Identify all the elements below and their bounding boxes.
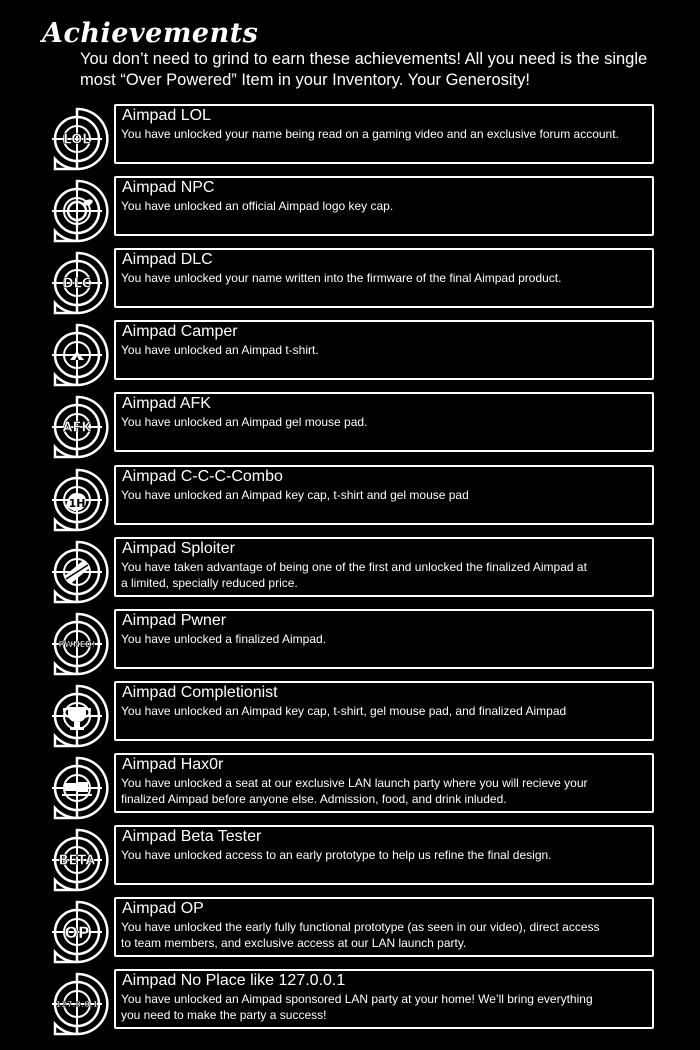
achievement-row <box>0 685 700 751</box>
achievement-title: Aimpad LOL <box>122 107 211 124</box>
achievement-title: Aimpad Completionist <box>122 684 278 701</box>
achievement-row <box>0 613 700 679</box>
lol-icon <box>44 106 110 172</box>
achievement-row <box>0 469 700 535</box>
achievement-box <box>114 681 654 741</box>
achievement-row <box>0 901 700 967</box>
badge-text: BETA <box>58 853 96 869</box>
achievement-description: You have unlocked your name written into the firmware of the final Aimpad product. <box>121 271 562 285</box>
combo-icon <box>44 467 110 533</box>
achievement-box <box>114 609 654 669</box>
achievement-row <box>0 252 700 318</box>
achievement-box <box>114 104 654 164</box>
achievement-row <box>0 324 700 390</box>
npc-icon <box>44 178 110 244</box>
achievement-box <box>114 537 654 597</box>
achievement-title: Aimpad No Place like 127.0.0.1 <box>122 972 346 989</box>
achievement-title: Aimpad Sploiter <box>122 540 235 557</box>
achievement-box <box>114 465 654 525</box>
achievement-title: Aimpad Pwner <box>122 612 227 629</box>
achievement-description: You have unlocked a seat at our exclusive LAN launch party where you will recieve your finalized Aimpad before anyone else. Admission, food, and drink inluded. <box>121 776 588 806</box>
trophy-icon <box>44 683 110 749</box>
badge-text: 127.0.0.1 <box>55 999 99 1009</box>
achievement-row <box>0 180 700 246</box>
achievement-title: Aimpad AFK <box>122 395 211 412</box>
svg-text:1H: 1H <box>68 497 86 510</box>
achievement-title: Aimpad Hax0r <box>122 756 224 773</box>
achievement-box <box>114 320 654 380</box>
sploiter-icon <box>44 539 110 605</box>
badge-text: OP <box>64 922 90 942</box>
achievement-description: You have unlocked access to an early prototype to help us refine the final design. <box>121 848 552 862</box>
achievement-row <box>0 829 700 895</box>
badge-text: DLC <box>62 276 92 292</box>
achievement-row <box>0 757 700 823</box>
afk-icon <box>44 394 110 460</box>
achievement-description: You have unlocked an Aimpad key cap, t-shirt, gel mouse pad, and finalized Aimpad <box>121 704 567 718</box>
achievement-box <box>114 825 654 885</box>
badge-text: LOL <box>63 132 91 148</box>
dlc-icon <box>44 250 110 316</box>
achievement-description: You have unlocked an official Aimpad logo key cap. <box>121 199 394 213</box>
achievement-title: Aimpad DLC <box>122 251 213 268</box>
achievement-title: Aimpad C-C-C-Combo <box>122 468 283 485</box>
achievement-box <box>114 897 654 957</box>
achievement-description: You have unlocked a finalized Aimpad. <box>121 632 327 646</box>
achievement-description: You have taken advantage of being one of the first and unlocked the finalized Aimpad at a limited, specially reduced price. <box>121 560 587 590</box>
achievement-title: Aimpad OP <box>122 900 204 917</box>
achievement-description: You have unlocked your name being read on a gaming video and an exclusive forum account. <box>121 127 619 141</box>
achievement-row <box>0 396 700 462</box>
achievement-description: You have unlocked an Aimpad key cap, t-shirt and gel mouse pad <box>121 488 469 502</box>
achievement-description: You have unlocked an Aimpad t-shirt. <box>121 343 319 357</box>
beta-icon <box>44 827 110 893</box>
achievement-row <box>0 541 700 607</box>
achievement-description: You have unlocked the early fully functional prototype (as seen in our video), direct access to team members, and exclusive access at our LAN launch party. <box>121 920 600 950</box>
camper-icon <box>44 322 110 388</box>
achievement-box <box>114 969 654 1029</box>
achievement-box <box>114 753 654 813</box>
intro-text: You don’t need to grind to earn these achievements! All you need is the single most “Over Powered” Item in your Inventory. Your Generosity! <box>80 50 648 89</box>
badge-text: AFK <box>62 420 92 436</box>
pwner-icon <box>44 611 110 677</box>
achievement-box <box>114 248 654 308</box>
achievement-row <box>0 108 700 174</box>
achievement-description: You have unlocked an Aimpad sponsored LAN party at your home! We’ll bring everything you need to make the party a success! <box>121 992 593 1022</box>
achievement-title: Aimpad Beta Tester <box>122 828 262 845</box>
achievement-box <box>114 392 654 452</box>
localhost-icon <box>44 971 110 1037</box>
achievement-description: You have unlocked an Aimpad gel mouse pad. <box>121 415 368 429</box>
badge-text: PWNED! <box>58 639 96 649</box>
hax0r-icon <box>44 755 110 821</box>
op-icon <box>44 899 110 965</box>
achievement-title: Aimpad NPC <box>122 179 215 196</box>
achievement-box <box>114 176 654 236</box>
achievement-title: Aimpad Camper <box>122 323 238 340</box>
page-title: Achievements <box>42 18 259 49</box>
achievement-row <box>0 973 700 1039</box>
